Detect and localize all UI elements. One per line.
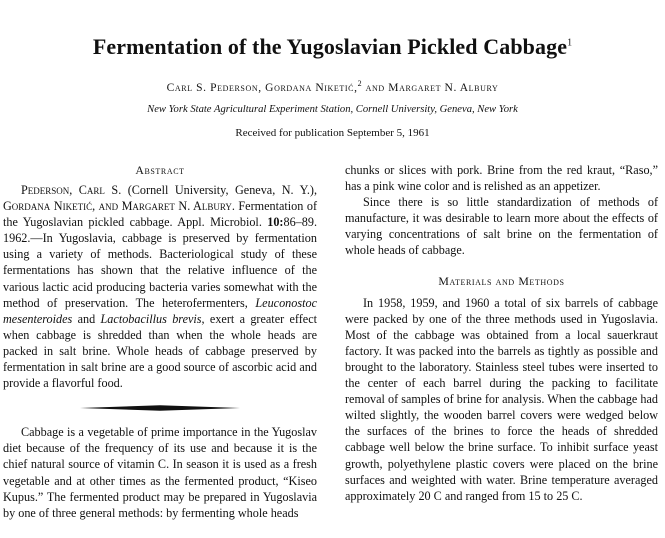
abstract-text-end: , exert a greater effect when cabbage is shredded than when the whole heads are packed in salt brine. Whole heads of cabbage preserved by fermentation in salt brine are a good source of ascorbic acid and provide a flavorful food.: [3, 311, 317, 391]
abstract-body: [3, 182, 317, 391]
title-text: Fermentation of the Yugoslavian Pickled Cabbage: [92, 34, 568, 59]
abstract-text: 86–89. 1962.—In Yugoslavia, cabbage is preserved by fermentation using a variety of methods. Bacteriological study of these fermentations has shown that the relative influence of the various lactic acid producing bacteria varies somewhat with the method of preservation. The heterofermenters,: [3, 215, 317, 310]
abstract-citation: . Fermentation of the Yugoslavian pickled cabbage. Appl. Microbiol.: [3, 199, 317, 230]
right-paragraph-2: Since there is so little standardization of methods of manufacture, it was desirable to learn more about the effects of varying concentrations of salt brine on the fermentation of whole heads of cabbage.: [345, 195, 658, 258]
author-names-2: and Margaret N. Albury: [362, 81, 499, 94]
abstract-authors: Pederson, Carl S.: [21, 183, 122, 197]
abstract-volume: 10:: [267, 215, 284, 230]
author-names-1: Carl S. Pederson, Gordana Niketić,: [166, 81, 358, 94]
left-column: [3, 162, 317, 521]
received-date: Received for publication September 5, 1961: [235, 127, 430, 139]
title-footnote-marker: 1: [567, 37, 573, 49]
section-divider-ornament: [60, 403, 260, 413]
abstract-affiliation: (Cornell University, Geneva, N. Y.),: [121, 183, 318, 197]
intro-paragraph: Cabbage is a vegetable of prime importance in the Yugoslav diet because of the frequency of its use and because it is the chief natural source of vitamin C. In season it is used as a fresh vegetable and at other times as the fermented product, “Kiseo Kupus.” The fermented product may be prepared in Yugoslavia by one of three general methods: by fermenting whole heads: [3, 425, 317, 520]
methods-paragraph: In 1958, 1959, and 1960 a total of six barrels of cabbage were packed by one of the three methods used in Yugoslavia. Most of the cabbage was obtained from a local sauerkraut factory. It was packed into the barrels as tightly as possible and brought to the laboratory. Stainless steel tubes were inserted to the center of each barrel during the packing to facilitate removal of samples of brine for analysis. When the cabbage had wilted slightly, the wooden barrel covers were wedged below the surfaces of the brines to force the heads of shredded cabbage well below the brine surface. To inhibit surface yeast growth, polyethylene plastic covers were placed on the brine surfaces and weighted with water. Brine temperature averaged approximately 20 C and ranged from 15 to 25 C.: [345, 295, 658, 503]
abstract-authors-2: Gordana Niketić, and Margaret N. Albury: [3, 199, 232, 214]
species-lactobacillus: Lactobacillus brevis: [100, 311, 202, 326]
affiliation: New York State Agricultural Experiment Station, Cornell University, Geneva, New York: [147, 104, 518, 115]
right-column: [345, 162, 658, 504]
species-leuconostoc: Leuconostoc mesenteroides: [3, 295, 317, 326]
author-footnote-marker: 2: [357, 79, 363, 88]
author-line: [0, 79, 665, 94]
paper-title: [0, 34, 665, 60]
abstract-and: and: [72, 311, 101, 326]
abstract-heading: Abstract: [135, 163, 185, 177]
methods-heading: Materials and Methods: [438, 273, 565, 288]
right-paragraph-1: chunks or slices with pork. Brine from the red kraut, “Raso,” has a pink wine color and is relished as an appetizer.: [345, 163, 658, 194]
